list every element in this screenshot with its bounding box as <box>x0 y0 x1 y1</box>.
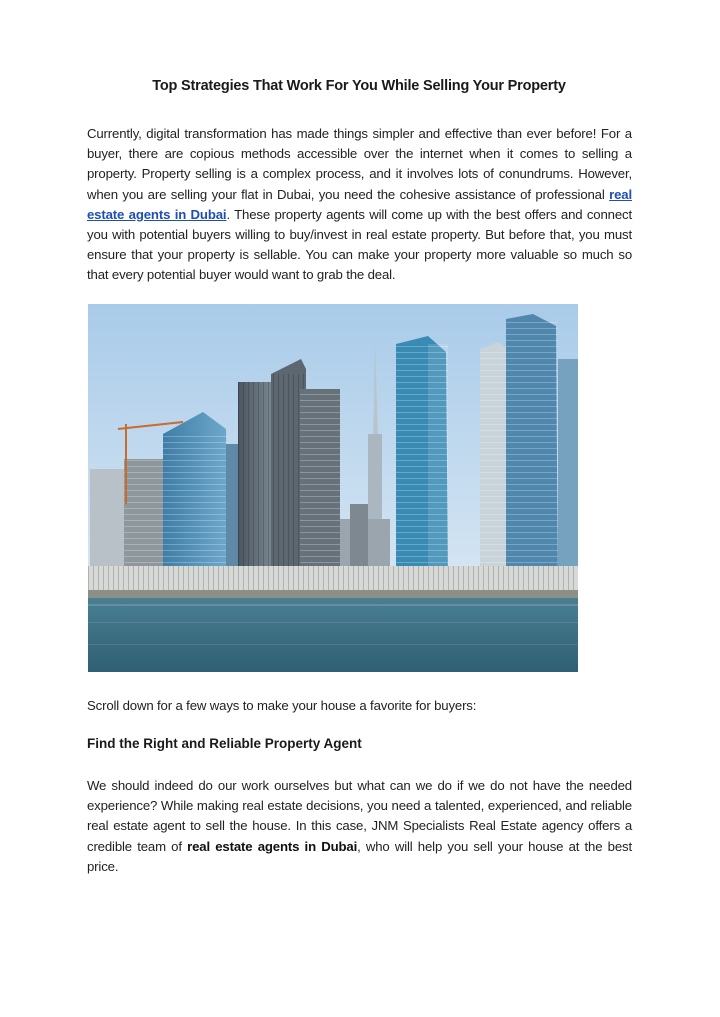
section-heading: Find the Right and Reliable Property Agent <box>87 736 362 751</box>
section-paragraph <box>87 776 632 877</box>
city-skyline-photo <box>88 304 578 672</box>
page-title: Top Strategies That Work For You While Selling Your Property <box>152 78 566 94</box>
intro-text-end: . These property agents will come up with the best offers and connect you with potential buyers willing to buy/invest in real estate property. But before that, you must ensure that your property is sellable. You can make your property more valuable so much so that every potential buyer would want to grab the deal. <box>87 206 633 283</box>
section-text-end: , who will help you sell your house at the best price. <box>87 838 632 874</box>
real-estate-agents-bold: real estate agents in Dubai <box>187 838 358 854</box>
section-text-start: We should indeed do our work ourselves but what can we do if we do not have the needed experience? While making real estate decisions, you need a talented, experienced, and reliable real estate agent to sell the house. In this case, JNM Specialists Real Estate agency offers a credible team of <box>87 778 632 854</box>
scroll-note: Scroll down for a few ways to make your house a favorite for buyers: <box>87 698 477 713</box>
intro-paragraph <box>87 124 632 286</box>
intro-text-start: Currently, digital transformation has made things simpler and effective than ever before! For a buyer, there are copious methods accessible over the internet when it comes to selling a property. Property selling is a complex process, and it involves lots of conundrums. However, when you are selling your flat in Dubai, you need the cohesive assistance of professional <box>87 126 632 202</box>
real-estate-agents-link[interactable]: real estate agents in Dubai <box>87 186 632 222</box>
